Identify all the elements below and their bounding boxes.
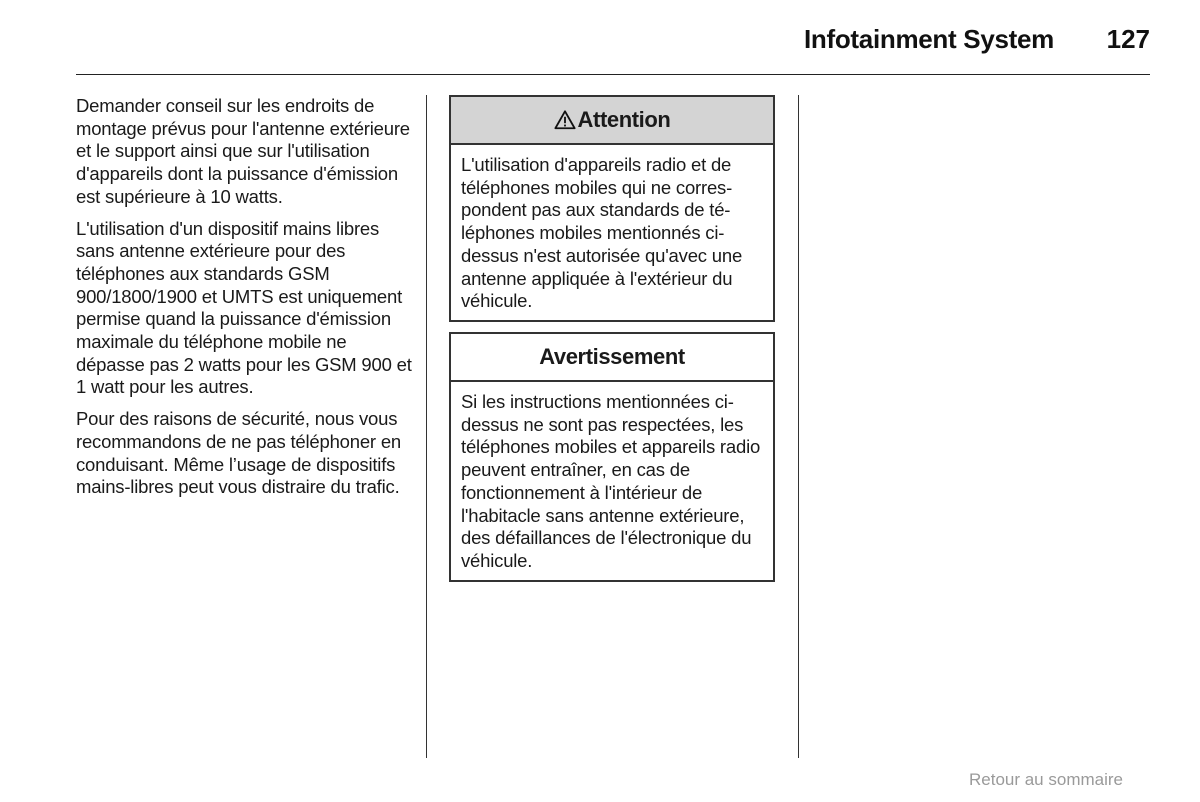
- warning-box: [449, 332, 775, 582]
- page-number: 127: [1106, 24, 1150, 54]
- attention-box-title: Attention: [577, 107, 671, 132]
- paragraph-hands-free: L'utilisation d'un dispositif mains libres sans antenne extérieure pour des téléphones aux standards GSM 900/1800/1900 et UMTS est uniquement permise quand la puissance d'émission maximale du téléphone mobile ne dépasse pas 2 watts pour les GSM 900 et 1 watt pour les autres.: [76, 217, 412, 398]
- warning-box-text: Si les instructions mentionnées ci-dessus ne sont pas respectées, les téléphones mobiles et appareils radio peuvent entraîner, en cas de fonctionnement à l'intérieur de l'habitacle sans antenne extérieure, des défaillances de l'électronique du véhicule.: [461, 391, 761, 571]
- back-to-contents-link[interactable]: Retour au sommaire: [968, 770, 1123, 789]
- column-divider-right: [798, 95, 799, 758]
- paragraph-safety: Pour des raisons de sécurité, nous vous recommandons de ne pas téléphoner en conduisant. Même l’usage de dispositifs mains-libres peut vous distraire du trafic.: [76, 408, 401, 498]
- attention-box: [449, 95, 775, 322]
- paragraph-antenna-advice: Demander conseil sur les endroits de montage prévus pour l'antenne extérieure et le support ainsi que sur l'utilisation d'appareils dont la puissance d'émission est supérieure à 10 watts.: [76, 95, 410, 207]
- attention-box-header: [451, 97, 773, 145]
- header-rule: [76, 74, 1150, 75]
- header-title: Infotainment System: [803, 24, 1054, 54]
- warning-triangle-icon: [554, 109, 576, 131]
- left-column: [76, 95, 412, 508]
- attention-box-text: L'utilisation d'appareils radio et de téléphones mobiles qui ne correspondent pas aux standards de téléphones mobiles mentionnés ci-dessus n'est autorisée qu'avec une antenne appliquée à l'extérieur du véhicule.: [461, 154, 743, 312]
- column-divider-left: [426, 95, 427, 758]
- warning-box-title: Avertissement: [539, 344, 685, 369]
- warning-box-header: [451, 334, 773, 382]
